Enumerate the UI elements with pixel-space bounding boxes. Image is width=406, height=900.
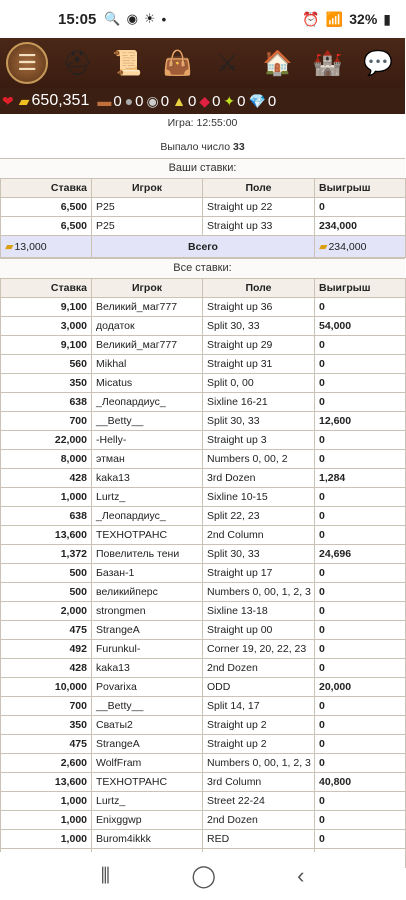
tavern-icon[interactable]: 🏠 [262, 49, 293, 77]
bet-row [1, 583, 406, 602]
bet-row [1, 488, 406, 507]
bet-field: Straight up 33 [203, 217, 315, 236]
bet-stake: 13,600 [1, 526, 92, 545]
back-icon[interactable]: ‹ [297, 863, 305, 888]
bet-win: 0 [315, 811, 406, 830]
total-win-value: 234,000 [328, 241, 367, 253]
bet-player: этман [92, 450, 203, 469]
bet-field: Split 30, 33 [203, 317, 315, 336]
bet-win: 0 [315, 716, 406, 735]
bet-player: -Helly- [92, 431, 203, 450]
my-bets-total-row [1, 236, 406, 258]
bet-win: 1,284 [315, 469, 406, 488]
all-bets-table [0, 278, 406, 868]
bet-row [1, 640, 406, 659]
bet-field: 3rd Dozen [203, 469, 315, 488]
bet-player: _Леопардиус_ [92, 507, 203, 526]
bet-stake: 350 [1, 374, 92, 393]
game-time: Игра: 12:55:00 [167, 117, 238, 129]
bet-player: strongmen [92, 602, 203, 621]
bet-row [1, 393, 406, 412]
col-player: Игрок [92, 279, 203, 298]
bet-stake: 6,500 [1, 198, 92, 217]
bet-row [1, 773, 406, 792]
system-nav-bar [0, 852, 405, 900]
chat-icon[interactable]: 💬 [362, 49, 393, 77]
bet-player: додаток [92, 317, 203, 336]
col-stake: Ставка [1, 279, 92, 298]
bet-field: RED [203, 830, 315, 849]
bet-player: Povarixa [92, 678, 203, 697]
bet-field: Split 0, 00 [203, 374, 315, 393]
bet-field: Straight up 00 [203, 621, 315, 640]
gems-icon: ✦ [223, 92, 236, 109]
bet-player: kaka13 [92, 659, 203, 678]
crossed-swords-icon[interactable]: ⚔ [216, 49, 239, 77]
bet-stake: 492 [1, 640, 92, 659]
total-label: Всего [92, 236, 315, 258]
bet-field: Split 14, 17 [203, 697, 315, 716]
bet-player: Micatus [92, 374, 203, 393]
bet-player: WolfFram [92, 754, 203, 773]
roulette-results [0, 114, 405, 852]
bet-player: StrangeA [92, 735, 203, 754]
bet-row [1, 450, 406, 469]
bet-field: Numbers 0, 00, 1, 2, 3 [203, 754, 315, 773]
bet-win: 0 [315, 830, 406, 849]
bet-player: Lurtz_ [92, 792, 203, 811]
bet-win: 40,800 [315, 773, 406, 792]
bet-field: Straight up 22 [203, 198, 315, 217]
winning-number-line [0, 136, 405, 158]
bet-player: Базан-1 [92, 564, 203, 583]
col-stake: Ставка [1, 179, 92, 198]
bet-row [1, 545, 406, 564]
more-notifications-icon: • [161, 11, 167, 27]
gems-amount: 0 [237, 92, 246, 110]
my-bets-table [0, 178, 406, 258]
bet-field: Sixline 10-15 [203, 488, 315, 507]
bet-stake: 2,600 [1, 754, 92, 773]
bet-field: Corner 19, 20, 22, 23 [203, 640, 315, 659]
bet-stake: 9,100 [1, 336, 92, 355]
bet-win: 20,000 [315, 678, 406, 697]
my-bets-title: Ваши ставки: [0, 158, 405, 178]
bet-player: Великий_маг777 [92, 336, 203, 355]
bet-row [1, 830, 406, 849]
bet-stake: 428 [1, 469, 92, 488]
bet-row [1, 754, 406, 773]
bet-player: __Betty__ [92, 697, 203, 716]
castle-icon[interactable]: 🏰 [312, 49, 343, 77]
bet-field: Straight up 2 [203, 716, 315, 735]
bet-win: 0 [315, 298, 406, 317]
crystal-icon: ◆ [199, 92, 211, 109]
bet-win: 24,696 [315, 545, 406, 564]
bet-player: StrangeA [92, 621, 203, 640]
bet-win: 0 [315, 602, 406, 621]
bet-stake: 10,000 [1, 678, 92, 697]
search-notification-icon: 🔍 [104, 11, 121, 26]
bet-stake: 428 [1, 659, 92, 678]
bet-player: ТЕХНОТРАНС [92, 526, 203, 545]
bet-stake: 13,600 [1, 773, 92, 792]
bet-win: 0 [315, 374, 406, 393]
ore-amount: 0 [160, 92, 170, 110]
stone-amount: 0 [135, 92, 144, 110]
bet-player: P25 [92, 217, 203, 236]
bet-win: 0 [315, 564, 406, 583]
stone-icon: ● [124, 93, 134, 109]
bet-row [1, 697, 406, 716]
total-stake [1, 236, 92, 258]
bet-row [1, 374, 406, 393]
bet-row [1, 217, 406, 236]
bet-row [1, 336, 406, 355]
bet-win: 0 [315, 198, 406, 217]
bet-field: Straight up 36 [203, 298, 315, 317]
bet-row [1, 735, 406, 754]
bet-win: 0 [315, 697, 406, 716]
bet-row [1, 564, 406, 583]
total-win [315, 236, 406, 258]
bet-field: Straight up 31 [203, 355, 315, 374]
col-player: Игрок [92, 179, 203, 198]
bet-field: ODD [203, 678, 315, 697]
bet-win: 0 [315, 754, 406, 773]
bet-row [1, 469, 406, 488]
bet-win: 0 [315, 355, 406, 374]
bet-stake: 500 [1, 583, 92, 602]
bet-stake: 638 [1, 507, 92, 526]
bet-stake: 700 [1, 697, 92, 716]
bet-row [1, 198, 406, 217]
bet-win: 0 [315, 640, 406, 659]
wood-amount: 0 [113, 92, 122, 110]
bet-player: Enixggwp [92, 811, 203, 830]
bet-player: _Леопардиус_ [92, 393, 203, 412]
bet-stake: 560 [1, 355, 92, 374]
bet-row [1, 507, 406, 526]
bet-player: великийперс [92, 583, 203, 602]
all-bets-title: Все ставки: [0, 258, 405, 278]
bet-player: Furunkul- [92, 640, 203, 659]
bet-field: Straight up 17 [203, 564, 315, 583]
battery-icon: ▮ [383, 10, 391, 27]
bet-field: Numbers 0, 00, 1, 2, 3 [203, 583, 315, 602]
app-notification-icon: ◉ [126, 11, 138, 26]
bet-win: 12,600 [315, 412, 406, 431]
bet-field: Street 22-24 [203, 792, 315, 811]
bet-row [1, 792, 406, 811]
all-bets-header [1, 279, 406, 298]
bet-stake: 2,000 [1, 602, 92, 621]
bet-player: Сваты2 [92, 716, 203, 735]
bet-row [1, 678, 406, 697]
gold-icon: ▰ [18, 92, 30, 109]
winning-number: 33 [232, 141, 245, 153]
bet-stake: 350 [1, 716, 92, 735]
bet-row [1, 412, 406, 431]
bet-field: 3rd Column [203, 773, 315, 792]
bet-field: 2nd Column [203, 526, 315, 545]
bet-row [1, 659, 406, 678]
bet-player: kaka13 [92, 469, 203, 488]
bet-stake: 500 [1, 564, 92, 583]
bet-stake: 700 [1, 412, 92, 431]
bet-stake: 8,000 [1, 450, 92, 469]
bet-stake: 475 [1, 735, 92, 754]
heart-icon: ❤ [2, 92, 14, 109]
bet-row [1, 298, 406, 317]
bet-stake: 22,000 [1, 431, 92, 450]
bet-win: 234,000 [315, 217, 406, 236]
bet-win: 0 [315, 792, 406, 811]
total-stake-value: 13,000 [14, 241, 47, 253]
bet-field: Straight up 29 [203, 336, 315, 355]
bet-field: 2nd Dozen [203, 659, 315, 678]
bet-field: Split 30, 33 [203, 412, 315, 431]
bet-win: 0 [315, 336, 406, 355]
gold-coin-icon: ▰ [319, 241, 328, 253]
wifi-icon: 📶 [325, 10, 344, 27]
bet-player: Mikhal [92, 355, 203, 374]
game-toolbar [0, 38, 405, 88]
bet-row [1, 811, 406, 830]
col-field: Поле [203, 279, 315, 298]
bet-field: Numbers 0, 00, 2 [203, 450, 315, 469]
bet-stake: 638 [1, 393, 92, 412]
bet-stake: 6,500 [1, 217, 92, 236]
bet-win: 0 [315, 393, 406, 412]
bet-win: 0 [315, 431, 406, 450]
bet-stake: 3,000 [1, 317, 92, 336]
wood-icon: ▬ [97, 93, 112, 109]
bet-field: 2nd Dozen [203, 811, 315, 830]
status-time: 15:05 [58, 10, 97, 28]
bet-stake: 1,000 [1, 488, 92, 507]
home-icon[interactable]: ◯ [191, 863, 216, 888]
bet-row [1, 621, 406, 640]
gold-amount: 650,351 [31, 92, 90, 109]
bet-field: Split 30, 33 [203, 545, 315, 564]
bet-player: Burom4ikkk [92, 830, 203, 849]
bet-win: 0 [315, 526, 406, 545]
bet-stake: 1,000 [1, 811, 92, 830]
bet-player: Lurtz_ [92, 488, 203, 507]
bet-field: Straight up 3 [203, 431, 315, 450]
bet-field: Sixline 16-21 [203, 393, 315, 412]
sulfur-icon: ▲ [172, 93, 186, 109]
bet-win: 0 [315, 735, 406, 754]
alarm-icon: ⏰ [302, 10, 320, 27]
bet-row [1, 317, 406, 336]
bet-row [1, 602, 406, 621]
bet-stake: 1,372 [1, 545, 92, 564]
bet-win: 0 [315, 583, 406, 602]
sulfur-amount: 0 [187, 92, 197, 110]
status-bar [0, 0, 405, 38]
weather-notification-icon: ☀ [143, 11, 156, 26]
bet-field: Straight up 2 [203, 735, 315, 754]
bet-row [1, 355, 406, 374]
bet-win: 0 [315, 621, 406, 640]
scroll-map-icon[interactable]: 📜 [112, 49, 143, 77]
diamond-icon: 💎 [248, 92, 266, 109]
bet-player: __Betty__ [92, 412, 203, 431]
diamond-amount: 0 [267, 92, 277, 110]
bet-stake: 1,000 [1, 792, 92, 811]
battery-level: 32% [349, 11, 378, 27]
bet-win: 0 [315, 507, 406, 526]
resource-bar [0, 88, 405, 114]
bet-win: 0 [315, 450, 406, 469]
bet-field: Sixline 13-18 [203, 602, 315, 621]
recent-apps-icon[interactable]: ⦀ [100, 863, 111, 888]
bet-stake: 1,000 [1, 830, 92, 849]
ore-icon: ◉ [146, 92, 159, 109]
bet-player: Повелитель тени [92, 545, 203, 564]
bet-win: 0 [315, 488, 406, 507]
bet-stake: 9,100 [1, 298, 92, 317]
bet-win: 54,000 [315, 317, 406, 336]
knight-helmet-icon[interactable]: ⛑ [61, 49, 93, 77]
winning-number-label: Выпало число [160, 141, 231, 153]
bet-player: ТЕХНОТРАНС [92, 773, 203, 792]
menu-icon[interactable]: ☰ [6, 42, 48, 84]
col-field: Поле [203, 179, 315, 198]
bag-icon[interactable]: 👜 [162, 49, 193, 77]
bet-row [1, 716, 406, 735]
bet-field: Split 22, 23 [203, 507, 315, 526]
bet-win: 0 [315, 659, 406, 678]
col-win: Выигрыш [315, 179, 406, 198]
col-win: Выигрыш [315, 279, 406, 298]
my-bets-header [1, 179, 406, 198]
bet-player: Великий_маг777 [92, 298, 203, 317]
bet-row [1, 431, 406, 450]
crystal-amount: 0 [212, 92, 221, 110]
bet-stake: 475 [1, 621, 92, 640]
bet-player: P25 [92, 198, 203, 217]
bet-row [1, 526, 406, 545]
gold-coin-icon: ▰ [5, 241, 14, 253]
